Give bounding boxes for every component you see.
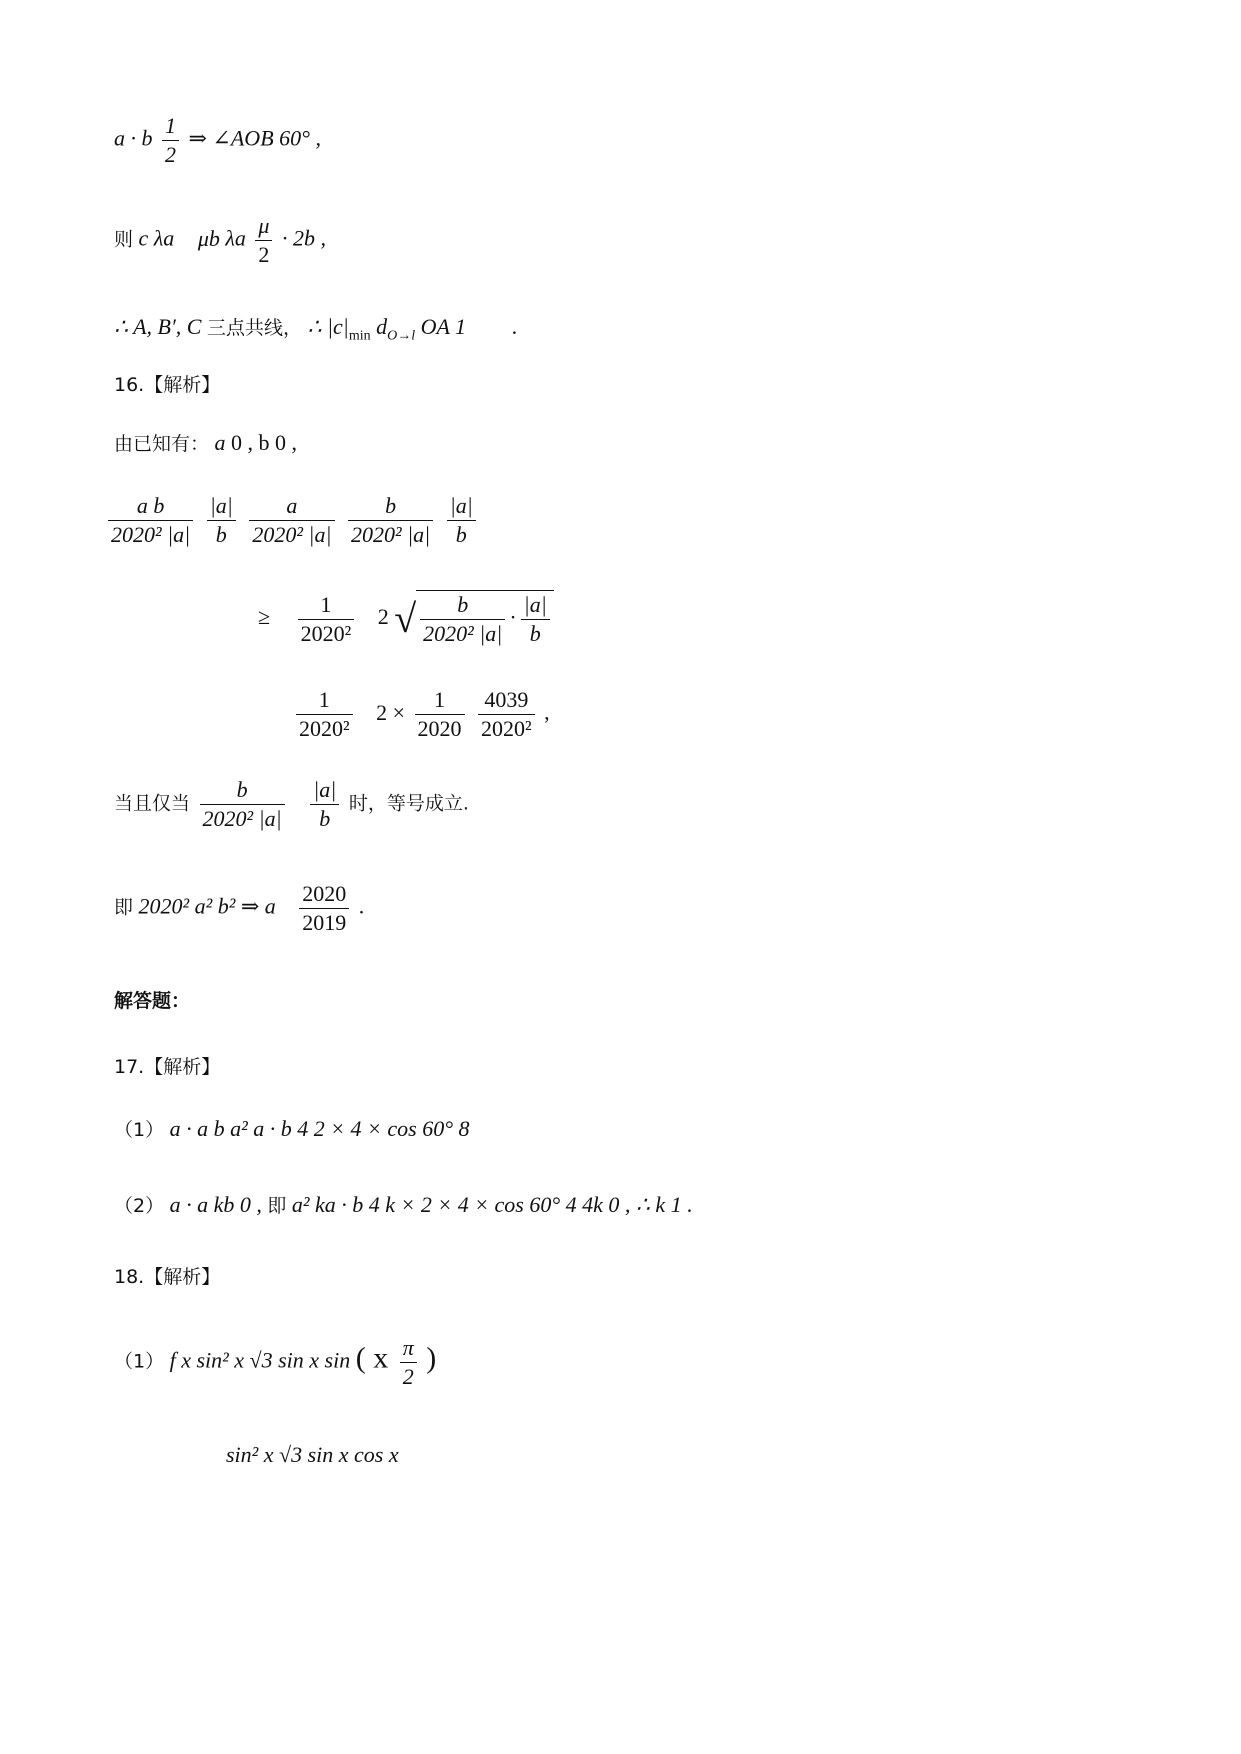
section-17-heading: 17.【解析】 bbox=[114, 1056, 221, 1078]
numerator: b bbox=[420, 591, 505, 620]
fraction bbox=[255, 212, 272, 269]
section-16-heading: 16.【解析】 bbox=[114, 374, 221, 396]
numerator: 1 bbox=[296, 686, 353, 715]
denominator: 2020 bbox=[417, 716, 462, 741]
expr-text: λa bbox=[225, 225, 252, 251]
fraction bbox=[249, 492, 334, 549]
fraction bbox=[296, 686, 353, 743]
cn-text: 当且仅当 bbox=[114, 792, 191, 815]
fraction bbox=[348, 492, 433, 549]
denominator: 2 bbox=[165, 142, 176, 167]
expr-text: sin² x √3 sin x cos x bbox=[226, 1442, 399, 1467]
numerator: b bbox=[200, 776, 285, 805]
line-c-vector bbox=[114, 212, 326, 269]
line-collinear bbox=[114, 312, 517, 351]
expr-text: 0 , bbox=[275, 430, 298, 455]
expr-text: ∴ |c| bbox=[307, 314, 349, 339]
expr-text: ⇒ ∠AOB bbox=[188, 125, 280, 151]
numerator: a bbox=[249, 492, 334, 521]
subscript: min bbox=[348, 328, 371, 344]
cn-text: 则 bbox=[114, 228, 134, 251]
numerator: |a| bbox=[207, 492, 236, 521]
numerator: μ bbox=[255, 212, 272, 241]
expr-text: 60° , bbox=[279, 125, 321, 151]
cn-text: 时，等号成立. bbox=[348, 792, 469, 815]
numerator: 2020 bbox=[299, 880, 349, 909]
expr-text: a · a b a² a · b 4 2 × 4 × cos 60° 8 bbox=[169, 1116, 470, 1141]
denominator: 2019 bbox=[302, 910, 347, 935]
fraction bbox=[310, 776, 339, 833]
expr-text: a² ka · b 4 k × 2 × 4 × cos 60° 4 4k 0 , ∴ k 1 . bbox=[291, 1192, 693, 1217]
denominator: 2020² |a| bbox=[202, 806, 282, 831]
denominator: 2020² bbox=[300, 620, 352, 646]
numerator: b bbox=[348, 492, 433, 521]
fraction bbox=[478, 686, 535, 743]
expr-text: · bbox=[509, 604, 517, 630]
expr-text: c bbox=[138, 225, 154, 251]
numerator: |a| bbox=[447, 492, 476, 521]
expr-text: 2 bbox=[377, 604, 389, 630]
expr-text: a · b bbox=[114, 125, 158, 151]
expr-text: a · a kb 0 , bbox=[169, 1192, 262, 1217]
denominator: 2020² bbox=[299, 716, 350, 741]
denominator: 2 bbox=[402, 1364, 414, 1389]
cn-text: （2） bbox=[114, 1195, 165, 1217]
expr-text: λa bbox=[153, 225, 180, 251]
denominator: 2020² |a| bbox=[111, 522, 191, 547]
expr-text: f x sin² x √3 sin x sin bbox=[169, 1347, 351, 1373]
expr-text: μb bbox=[197, 225, 226, 251]
expr-text: ≥ bbox=[258, 604, 271, 630]
line-17-part1 bbox=[114, 1114, 470, 1145]
fraction bbox=[108, 492, 193, 549]
expr-text: . bbox=[358, 893, 365, 919]
numerator: 1 bbox=[415, 686, 465, 715]
expr-text: ) bbox=[426, 1341, 437, 1375]
numerator: a b bbox=[108, 492, 193, 521]
fraction bbox=[207, 492, 236, 549]
numerator: 4039 bbox=[478, 686, 535, 715]
numerator: 1 bbox=[298, 591, 355, 620]
line-ab-dot bbox=[114, 112, 321, 169]
fraction bbox=[299, 880, 349, 937]
fraction bbox=[415, 686, 465, 743]
square-root: √ $\frac{b}{\text{2020² |a|}}$ · $\frac{|a|}{b}$ bbox=[394, 590, 554, 648]
expr-text: ∴ A, B′, C bbox=[114, 314, 207, 339]
fraction bbox=[521, 591, 550, 648]
fraction bbox=[298, 591, 355, 648]
expr-text: ( x bbox=[355, 1341, 396, 1375]
line-solution-a bbox=[114, 880, 364, 937]
line-18-part1 bbox=[114, 1334, 436, 1391]
cn-text: 由已知有： bbox=[114, 433, 210, 455]
denominator: b bbox=[529, 621, 541, 646]
denominator: 2 bbox=[258, 242, 270, 267]
cn-text: （1） bbox=[114, 1119, 165, 1141]
line-inequality bbox=[258, 590, 554, 648]
fraction bbox=[420, 591, 505, 648]
denominator: b bbox=[319, 806, 331, 831]
expr-text: · 2b , bbox=[281, 225, 326, 251]
expr-text: d bbox=[376, 314, 388, 339]
fraction bbox=[400, 1334, 417, 1391]
fraction bbox=[447, 492, 476, 549]
denominator: 2020² |a| bbox=[423, 621, 503, 646]
cn-text: （1） bbox=[114, 1350, 165, 1373]
subscript: O→l bbox=[387, 328, 416, 344]
expr-text: , bbox=[544, 699, 550, 725]
denominator: 2020² |a| bbox=[351, 522, 431, 547]
line-equality-condition bbox=[114, 776, 469, 833]
denominator: 2020² |a| bbox=[252, 522, 332, 547]
denominator: 2020² bbox=[481, 716, 532, 741]
cn-text: 即 bbox=[267, 1195, 287, 1217]
numerator: |a| bbox=[310, 776, 339, 805]
line-result bbox=[292, 686, 550, 743]
numerator: 1 bbox=[162, 112, 179, 141]
fraction bbox=[200, 776, 285, 833]
numerator: π bbox=[400, 1334, 417, 1363]
expr-text: 2020² a² bbox=[138, 893, 218, 919]
denominator: b bbox=[455, 522, 467, 547]
denominator: b bbox=[215, 522, 227, 547]
numerator: |a| bbox=[521, 591, 550, 620]
line-18-simplify bbox=[226, 1440, 399, 1470]
expr-text: 0 , b bbox=[231, 430, 276, 455]
cn-text: 即 bbox=[114, 896, 134, 919]
line-known bbox=[114, 428, 297, 459]
answers-heading: 解答题： bbox=[114, 990, 191, 1012]
line-sum-fractions bbox=[104, 492, 480, 549]
cn-text: 三点共线， bbox=[206, 317, 302, 339]
line-17-part2 bbox=[114, 1190, 693, 1221]
expr-text: OA 1 bbox=[420, 314, 467, 339]
expr-text: 2 × bbox=[376, 699, 406, 725]
expr-text: a bbox=[214, 430, 232, 455]
expr-text: . bbox=[511, 314, 518, 339]
expr-text: b² ⇒ a bbox=[217, 893, 282, 919]
fraction bbox=[162, 112, 179, 169]
section-18-heading: 18.【解析】 bbox=[114, 1266, 221, 1288]
